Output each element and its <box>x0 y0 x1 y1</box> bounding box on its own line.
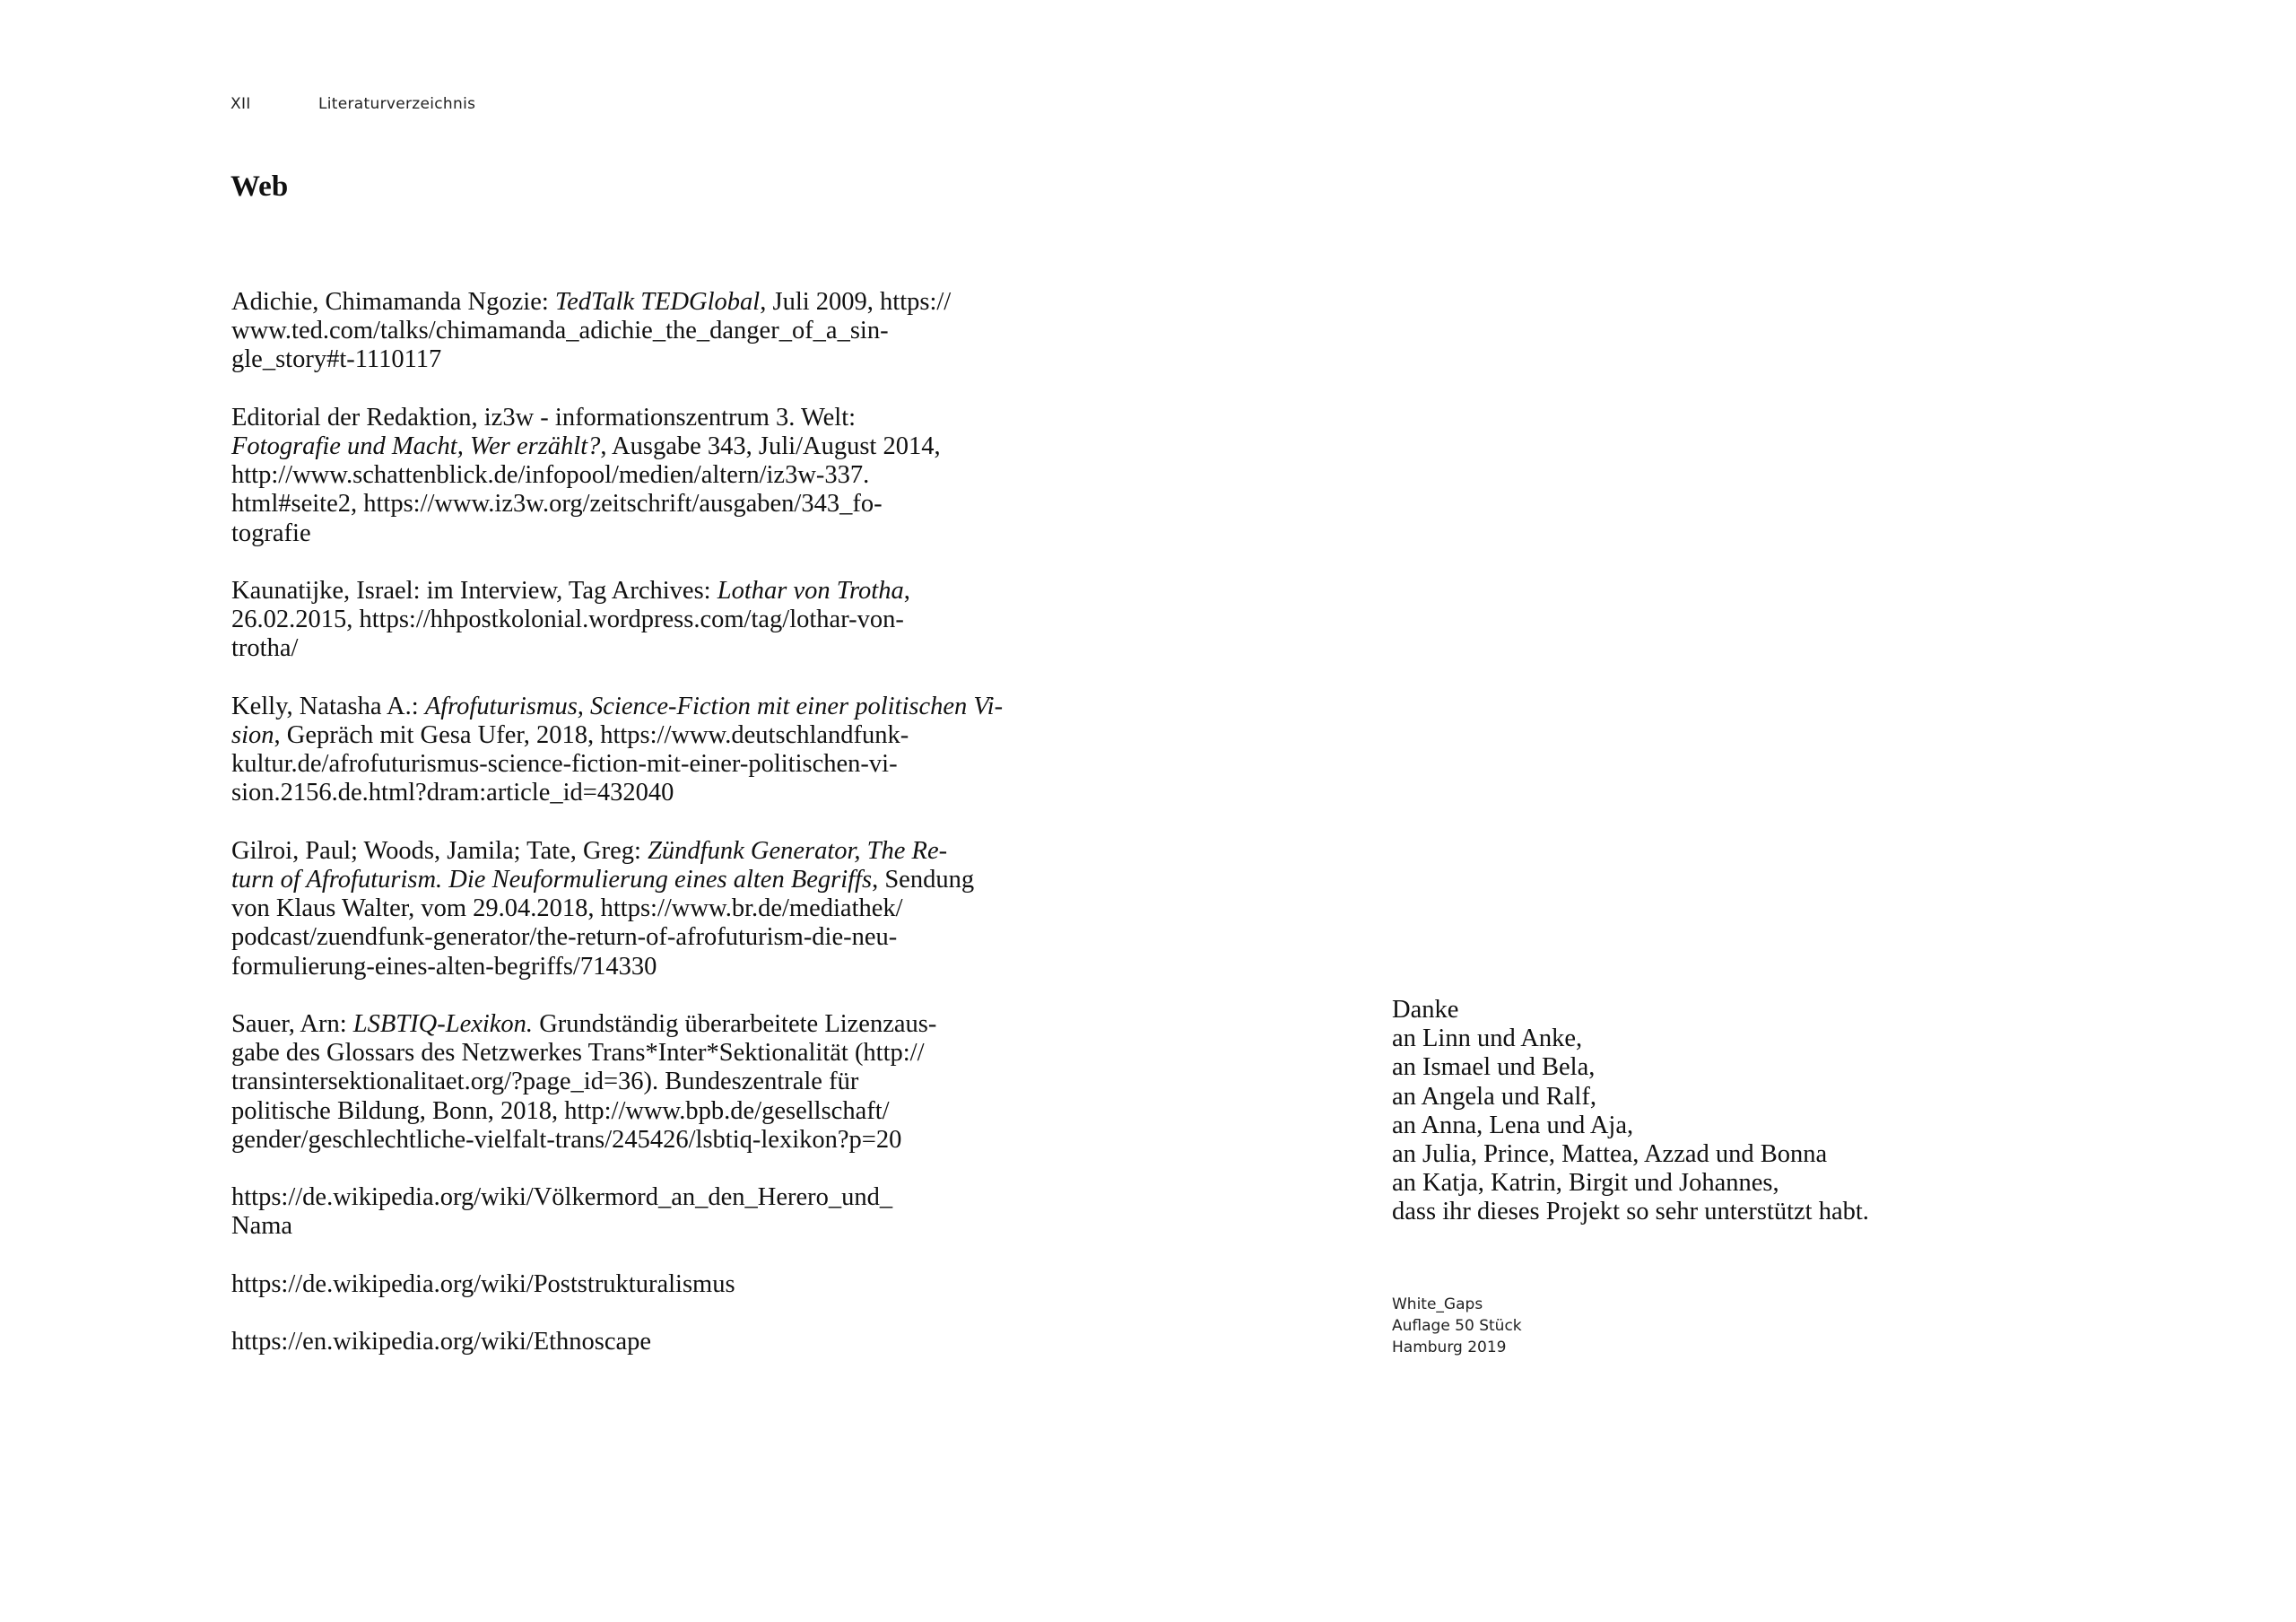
reference-line <box>231 317 994 345</box>
reference-line <box>231 923 994 952</box>
acknowledgements <box>1392 996 1869 1227</box>
reference-entry <box>231 1270 994 1299</box>
reference-line <box>231 634 994 663</box>
colophon-place-year: Hamburg 2019 <box>1392 1339 1507 1356</box>
reference-entry <box>231 837 994 981</box>
reference-text: , Gepräch mit Gesa Ufer, 2018, https://www.deutschlandfunk- <box>274 721 909 749</box>
reference-text: Nama <box>231 1212 293 1241</box>
running-title: Literaturverzeichnis <box>318 95 476 113</box>
reference-list <box>231 288 1004 1386</box>
reference-text: tografie <box>231 519 311 547</box>
reference-title-text: Afrofuturismus, Science-Fiction mit einer politischen Vi- <box>424 692 1004 720</box>
colophon-edition: Auflage 50 Stück <box>1392 1317 1522 1335</box>
reference-title-text: TedTalk TEDGlobal <box>554 288 761 316</box>
reference-text: Kelly, Natasha A.: <box>231 692 425 720</box>
reference-title-text: Zündfunk Generator, The Re- <box>648 836 948 865</box>
reference-title-text: LSBTIQ-Lexikon. <box>352 1010 534 1038</box>
reference-text: www.ted.com/talks/chimamanda_adichie_the_danger_of_a_sin- <box>231 317 889 345</box>
thanks-line: an Angela und Ralf, <box>1392 1082 1596 1111</box>
reference-text: trotha/ <box>231 634 299 663</box>
reference-line <box>231 1039 994 1068</box>
reference-text: Editorial der Redaktion, iz3w - informationszentrum 3. Welt: <box>231 403 857 432</box>
reference-text: formulierung-eines-alten-begriffs/714330 <box>231 952 657 981</box>
reference-line <box>231 404 994 432</box>
reference-line <box>231 1212 994 1241</box>
reference-line <box>231 721 994 750</box>
thanks-line: an Katja, Katrin, Birgit und Johannes, <box>1392 1169 1779 1198</box>
page-number: XII <box>230 95 251 113</box>
reference-text: Kaunatijke, Israel: im Interview, Tag Archives: <box>231 577 718 605</box>
reference-line <box>231 894 994 923</box>
reference-text: http://www.schattenblick.de/infopool/medien/altern/iz3w-337. <box>231 461 870 490</box>
reference-line <box>231 490 994 519</box>
thanks-line: an Julia, Prince, Mattea, Azzad und Bonna <box>1392 1140 1828 1169</box>
reference-text: Adichie, Chimamanda Ngozie: <box>231 288 555 316</box>
reference-text: , Ausgabe 343, Juli/August 2014, <box>600 432 941 460</box>
reference-line <box>231 1068 994 1096</box>
reference-text: , Juli 2009, https:// <box>760 288 952 316</box>
reference-entry <box>231 1010 994 1155</box>
reference-line <box>231 519 994 548</box>
section-title: Web <box>230 170 289 203</box>
reference-line <box>231 345 994 374</box>
thanks-line: dass ihr dieses Projekt so sehr unterstützt habt. <box>1392 1198 1869 1226</box>
reference-line <box>231 1270 994 1299</box>
reference-text: Grundständig überarbeitete Lizenzaus- <box>533 1010 937 1038</box>
reference-text: Sauer, Arn: <box>231 1010 353 1038</box>
reference-title-text: turn of Afrofuturism. Die Neuformulierung eines alten Begriffs <box>231 866 873 894</box>
reference-line <box>231 692 1004 721</box>
reference-line <box>231 779 994 807</box>
reference-text: podcast/zuendfunk-generator/the-return-of-afrofuturism-die-neu- <box>231 923 898 952</box>
thanks-line: an Linn und Anke, <box>1392 1025 1583 1053</box>
reference-entry <box>231 288 994 375</box>
reference-entry <box>231 577 994 664</box>
reference-text: html#seite2, https://www.iz3w.org/zeitschrift/ausgaben/343_fo- <box>231 490 883 519</box>
reference-text: 26.02.2015, https://hhpostkolonial.wordpress.com/tag/lothar-von- <box>231 606 904 634</box>
reference-entry <box>231 1183 994 1241</box>
reference-text: sion.2156.de.html?dram:article_id=432040 <box>231 779 674 807</box>
reference-text: gender/geschlechtliche-vielfalt-trans/245426/lsbtiq-lexikon?p=20 <box>231 1125 902 1154</box>
reference-text: , Sendung <box>872 866 975 894</box>
reference-line <box>231 577 994 606</box>
reference-line <box>231 1010 994 1039</box>
reference-line <box>231 606 994 634</box>
reference-text: gle_story#t-1110117 <box>231 345 442 374</box>
reference-text: politische Bildung, Bonn, 2018, http://www.bpb.de/gesellschaft/ <box>231 1096 890 1125</box>
reference-line <box>231 1126 994 1155</box>
reference-line <box>231 953 994 981</box>
reference-entry <box>231 1328 994 1356</box>
reference-line <box>231 1097 994 1126</box>
reference-text: gabe des Glossars des Netzwerkes Trans*Inter*Sektionalität (http:// <box>231 1039 925 1068</box>
thanks-line: an Anna, Lena und Aja, <box>1392 1111 1634 1139</box>
reference-entry <box>231 404 994 548</box>
colophon <box>1392 1294 1522 1358</box>
thanks-heading: Danke <box>1392 996 1459 1024</box>
reference-text: https://en.wikipedia.org/wiki/Ethnoscape <box>231 1328 652 1356</box>
reference-line <box>231 866 994 894</box>
reference-text: https://de.wikipedia.org/wiki/Poststrukturalismus <box>231 1269 735 1298</box>
reference-entry <box>231 692 1004 808</box>
thanks-line: an Ismael und Bela, <box>1392 1053 1596 1082</box>
reference-title-text: sion <box>231 721 274 749</box>
reference-text: transintersektionalitaet.org/?page_id=36). Bundeszentrale für <box>231 1068 859 1096</box>
reference-line <box>231 750 994 779</box>
reference-text: https://de.wikipedia.org/wiki/Völkermord_an_den_Herero_und_ <box>231 1183 893 1212</box>
reference-text: , <box>903 577 910 605</box>
reference-title-text: Lothar von Trotha <box>717 577 904 605</box>
reference-line <box>231 1328 994 1356</box>
reference-text: von Klaus Walter, vom 29.04.2018, https://www.br.de/mediathek/ <box>231 894 903 923</box>
colophon-title: White_Gaps <box>1392 1295 1483 1313</box>
reference-text: Gilroi, Paul; Woods, Jamila; Tate, Greg: <box>231 836 648 865</box>
reference-title-text: Fotografie und Macht, Wer erzählt? <box>231 432 601 460</box>
reference-line <box>231 461 994 490</box>
reference-line <box>231 837 994 866</box>
running-head <box>230 95 475 113</box>
reference-line <box>231 288 994 317</box>
reference-line <box>231 1183 994 1212</box>
reference-text: kultur.de/afrofuturismus-science-fiction-mit-einer-politischen-vi- <box>231 750 898 779</box>
reference-line <box>231 432 994 461</box>
